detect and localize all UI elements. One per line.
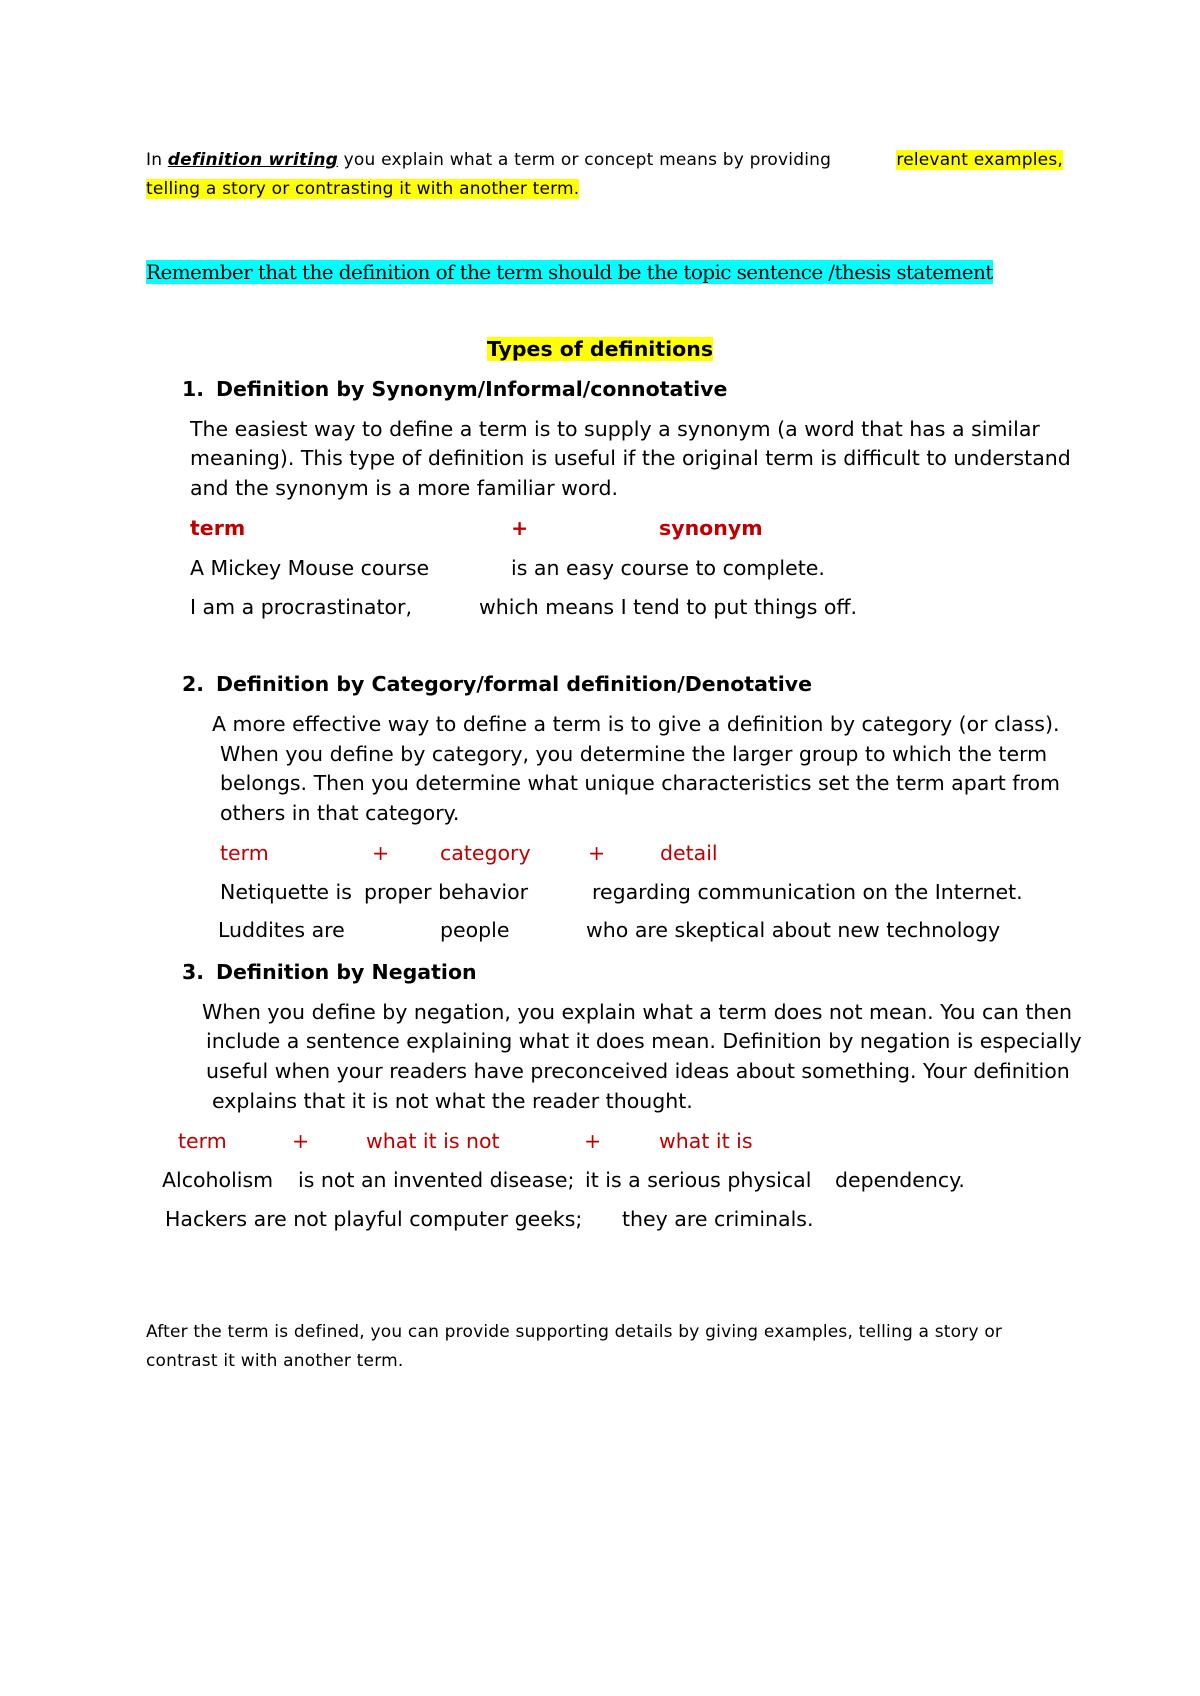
- formula-detail: detail: [660, 841, 718, 865]
- section-1-para-line-3: and the synonym is a more familiar word.: [190, 476, 619, 500]
- section-3-para-line-2: include a sentence explaining what it does mean. Definition by negation is especially: [206, 1029, 1082, 1053]
- formula-category: category: [440, 841, 531, 865]
- reminder-highlight: Remember that the definition of the term should be the topic sentence /thesis statement: [146, 260, 993, 284]
- section-3-heading: 3. Definition by Negation: [182, 960, 477, 984]
- example-detail: who are skeptical about new technology: [586, 918, 1001, 942]
- example-is-cont: dependency.: [835, 1168, 965, 1192]
- closing-line-1: After the term is defined, you can provide supporting details by giving examples, telling a story or: [146, 1322, 1003, 1342]
- example-definition: which means I tend to put things off.: [479, 595, 858, 619]
- section-2-para-line-2: When you define by category, you determine the larger group to which the term: [220, 742, 1048, 766]
- example-is: they are criminals.: [622, 1207, 814, 1231]
- section-2-para-line-4: others in that category.: [220, 801, 460, 825]
- section-3-para-line-4: explains that it is not what the reader thought.: [212, 1089, 693, 1113]
- defined-term: definition writing: [167, 150, 339, 170]
- example-term: Alcoholism: [162, 1168, 274, 1192]
- example-term-not: Hackers are not playful computer geeks;: [165, 1207, 583, 1231]
- section-2-para-line-1: A more effective way to define a term is to give a definition by category (or class).: [212, 712, 1060, 736]
- example-term: Luddites are: [218, 918, 345, 942]
- example-term: I am a procrastinator,: [190, 595, 412, 619]
- section-1-heading: 1. Definition by Synonym/Informal/connotative: [182, 377, 728, 401]
- formula-what-it-is-not: what it is not: [366, 1129, 500, 1153]
- types-title: Types of definitions: [486, 337, 714, 361]
- highlight-examples: relevant examples,: [896, 150, 1063, 170]
- intro-line-1: [146, 150, 1063, 170]
- intro-line-2: [146, 179, 579, 199]
- formula-plus: +: [511, 516, 529, 540]
- closing-line-2: contrast it with another term.: [146, 1351, 404, 1371]
- example-definition: is an easy course to complete.: [511, 556, 825, 580]
- formula-term: term: [190, 516, 246, 540]
- formula-plus: +: [584, 1129, 602, 1153]
- formula-synonym: synonym: [659, 516, 763, 540]
- example-category: people: [440, 918, 510, 942]
- reminder-line: [146, 260, 993, 284]
- highlight-story: telling a story or contrasting it with another term.: [146, 179, 580, 199]
- formula-plus: +: [588, 841, 606, 865]
- formula-plus: +: [372, 841, 390, 865]
- section-1-para-line-1: The easiest way to define a term is to supply a synonym (a word that has a similar: [190, 417, 1040, 441]
- formula-what-it-is: what it is: [659, 1129, 753, 1153]
- intro-text: In definition writing you explain what a term or concept means by providing: [146, 150, 832, 170]
- example-detail: regarding communication on the Internet.: [592, 880, 1023, 904]
- section-2-heading: 2. Definition by Category/formal definition/Denotative: [182, 672, 813, 696]
- section-3-para-line-3: useful when your readers have preconceived ideas about something. Your definition: [206, 1059, 1070, 1083]
- formula-plus: +: [292, 1129, 310, 1153]
- example-not: is not an invented disease;: [298, 1168, 575, 1192]
- section-3-para-line-1: When you define by negation, you explain what a term does not mean. You can then: [202, 1000, 1073, 1024]
- formula-term: term: [220, 841, 269, 865]
- example-term: Netiquette is: [220, 880, 352, 904]
- section-2-para-line-3: belongs. Then you determine what unique characteristics set the term apart from: [220, 771, 1060, 795]
- example-term: A Mickey Mouse course: [190, 556, 430, 580]
- example-category: proper behavior: [364, 880, 529, 904]
- formula-term: term: [178, 1129, 227, 1153]
- example-is: it is a serious physical: [585, 1168, 812, 1192]
- section-1-para-line-2: meaning). This type of definition is useful if the original term is difficult to understand: [190, 446, 1071, 470]
